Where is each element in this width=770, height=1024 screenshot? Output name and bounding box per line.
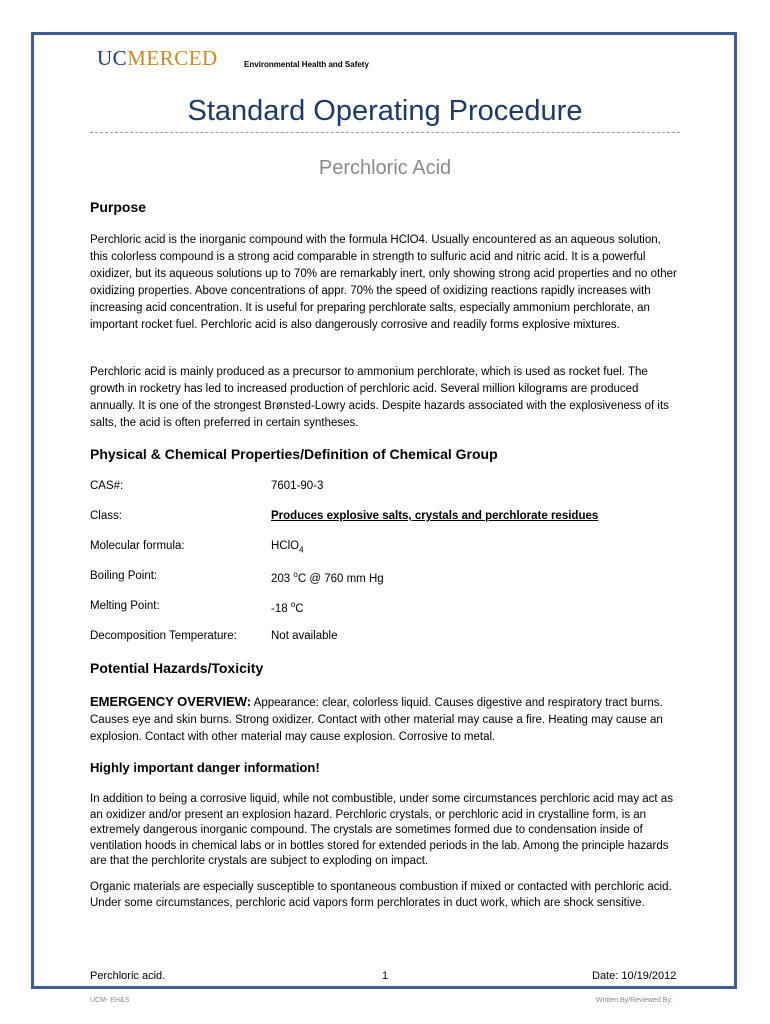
melting-point-row — [90, 600, 304, 615]
class-value: Produces explosive salts, crystals and perchlorate residues — [271, 510, 599, 522]
class-label: Class: — [90, 510, 122, 522]
danger-heading: Highly important danger information! — [90, 760, 320, 775]
properties-heading: Physical & Chemical Properties/Definition of Chemical Group — [90, 446, 498, 462]
purpose-paragraph-2: Perchloric acid is mainly produced as a precursor to ammonium perchlorate, which is used as rocket fuel. The growth in rocketry has led to increased production of perchloric acid. Several million kilograms are produced annually. It is one of the strongest Brønsted-Lowry acids. Despite hazards associated with the explosiveness of its salts, the acid is often preferred in certain syntheses. — [90, 366, 669, 429]
cas-value: 7601-90-3 — [271, 480, 324, 492]
footer-written-by: Written By/Reviewed By: — [596, 997, 673, 1004]
boiling-point-row — [90, 570, 384, 585]
emergency-overview: EMERGENCY OVERVIEW: Appearance: clear, colorless liquid. Causes digestive and respiratory tract burns. Causes eye and skin burns. Strong oxidizer. Contact with other material may cause a fire. Heating may cause an explosion. Contact with other material may cause explosion. Corrosive to metal. — [90, 694, 663, 743]
formula-value: HClO$_4$ — [271, 540, 304, 555]
purpose-paragraph-1: Perchloric acid is the inorganic compound with the formula HClO4. Usually encountered as an aqueous solution, this colorless compound is a strong acid comparable in strength to sulfuric acid and nitric acid. It is a powerful oxidizer, but its aqueous solutions up to 70% are remarkably inert, only showing strong acid properties and no other oxidizing properties. Above concentrations of appr. 70% the speed of oxidizing reactions rapidly increases with increasing acid concentration. It is useful for preparing perchlorate salts, especially ammonium perchlorate, an important rocket fuel. Perchloric acid is also dangerously corrosive and readily forms explosive mixtures. — [90, 234, 677, 331]
cas-row — [90, 480, 324, 492]
footer-doc-name: Perchloric acid. — [90, 970, 166, 982]
boiling-point-label: Boiling Point: — [90, 570, 158, 582]
department-name: Environmental Health and Safety — [244, 60, 369, 69]
decomposition-label: Decomposition Temperature: — [90, 630, 237, 642]
page-subtitle: Perchloric Acid — [318, 157, 452, 179]
title-divider — [90, 132, 680, 133]
footer-org: UCM- EH&S — [90, 997, 130, 1004]
purpose-heading: Purpose — [90, 199, 147, 215]
melting-point-value: -18 $^o$C — [271, 600, 304, 615]
melting-point-label: Melting Point: — [90, 600, 160, 612]
decomposition-row — [90, 630, 338, 642]
boiling-point-value: 203 $^o$C @ 760 mm Hg — [271, 570, 384, 585]
uc-merced-logo: UCMERCED — [97, 46, 218, 70]
decomposition-value: Not available — [271, 630, 338, 642]
page-number: 1 — [382, 970, 389, 982]
class-row — [90, 510, 599, 522]
page-title: Standard Operating Procedure — [187, 95, 583, 127]
hazards-heading: Potential Hazards/Toxicity — [90, 660, 264, 676]
danger-paragraph-1: In addition to being a corrosive liquid, while not combustible, under some circumstances perchloric acid may act as an oxidizer and/or present an explosion hazard. Perchloric crystals, or perchloric acid in crystalline form, is an extremely dangerous inorganic compound. The crystals are sometimes formed due to condensation inside of ventilation hoods in chemical labs or in bottles stored for extended periods in the lab. Among the principle hazards are that the perchlorite crystals are subject to exploding on impact. — [90, 793, 673, 867]
danger-paragraph-2: Organic materials are especially susceptible to spontaneous combustion if mixed or contacted with perchloric acid. Under some circumstances, perchloric acid vapors form perchlorates in duct work, which are shock sensitive. — [90, 881, 672, 909]
formula-row — [90, 540, 304, 555]
cas-label: CAS#: — [90, 480, 124, 492]
formula-label: Molecular formula: — [90, 540, 185, 552]
footer-date: Date: 10/19/2012 — [592, 970, 677, 982]
